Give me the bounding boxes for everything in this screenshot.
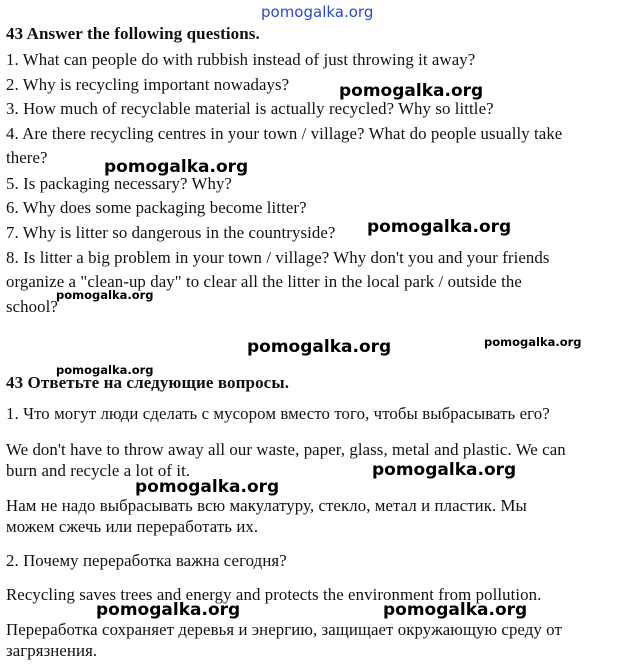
answer-2-ru-line-1: Переработка сохраняет деревья и энергию, защищает окружающую среду от	[6, 620, 562, 639]
question-6-en: 6. Why does some packaging become litter?	[6, 198, 307, 217]
question-7-en: 7. Why is litter so dangerous in the countryside?	[6, 223, 336, 242]
watermark: pomogalka.org	[135, 477, 280, 497]
watermark: pomogalka.org	[372, 460, 517, 480]
question-1-ru: 1. Что могут люди сделать с мусором вместо того, чтобы выбрасывать его?	[6, 404, 550, 423]
question-3-en: 3. How much of recyclable material is actually recycled? Why so little?	[6, 99, 494, 118]
question-2-ru: 2. Почему переработка важна сегодня?	[6, 551, 287, 570]
watermark: pomogalka.org	[104, 157, 249, 177]
watermark: pomogalka.org	[383, 600, 528, 620]
watermark-top: pomogalka.org	[261, 3, 374, 21]
answer-1-en-line-2: burn and recycle a lot of it.	[6, 461, 191, 480]
question-1-en: 1. What can people do with rubbish instead of just throwing it away?	[6, 50, 476, 69]
answer-1-en-line-1: We don't have to throw away all our waste, paper, glass, metal and plastic. We can	[6, 440, 566, 459]
watermark: pomogalka.org	[484, 335, 582, 349]
watermark: pomogalka.org	[96, 600, 241, 620]
question-8-en-line-2: organize a "clean-up day" to clear all the litter in the local park / outside the	[6, 272, 522, 291]
question-4-en-line-2: there?	[6, 148, 48, 167]
answer-1-ru-line-1: Нам не надо выбрасывать всю макулатуру, стекло, метал и пластик. Мы	[6, 496, 527, 515]
watermark: pomogalka.org	[56, 363, 154, 377]
watermark: pomogalka.org	[56, 288, 154, 302]
exercise-title-ru: 43 Ответьте на следующие вопросы.	[6, 373, 290, 392]
question-4-en-line-1: 4. Are there recycling centres in your town / village? What do people usually take	[6, 124, 563, 143]
answer-1-ru-line-2: можем сжечь или переработать их.	[6, 517, 259, 536]
question-2-en: 2. Why is recycling important nowadays?	[6, 75, 290, 94]
question-8-en-line-1: 8. Is litter a big problem in your town / village? Why don't you and your friends	[6, 248, 550, 267]
answer-2-en: Recycling saves trees and energy and protects the environment from pollution.	[6, 585, 542, 604]
question-8-en-line-3: school?	[6, 297, 58, 316]
watermark: pomogalka.org	[367, 217, 512, 237]
exercise-title-en: 43 Answer the following questions.	[6, 24, 260, 43]
watermark: pomogalka.org	[247, 337, 392, 357]
watermark: pomogalka.org	[339, 81, 484, 101]
question-5-en: 5. Is packaging necessary? Why?	[6, 174, 232, 193]
answer-2-ru-line-2: загрязнения.	[6, 641, 98, 660]
